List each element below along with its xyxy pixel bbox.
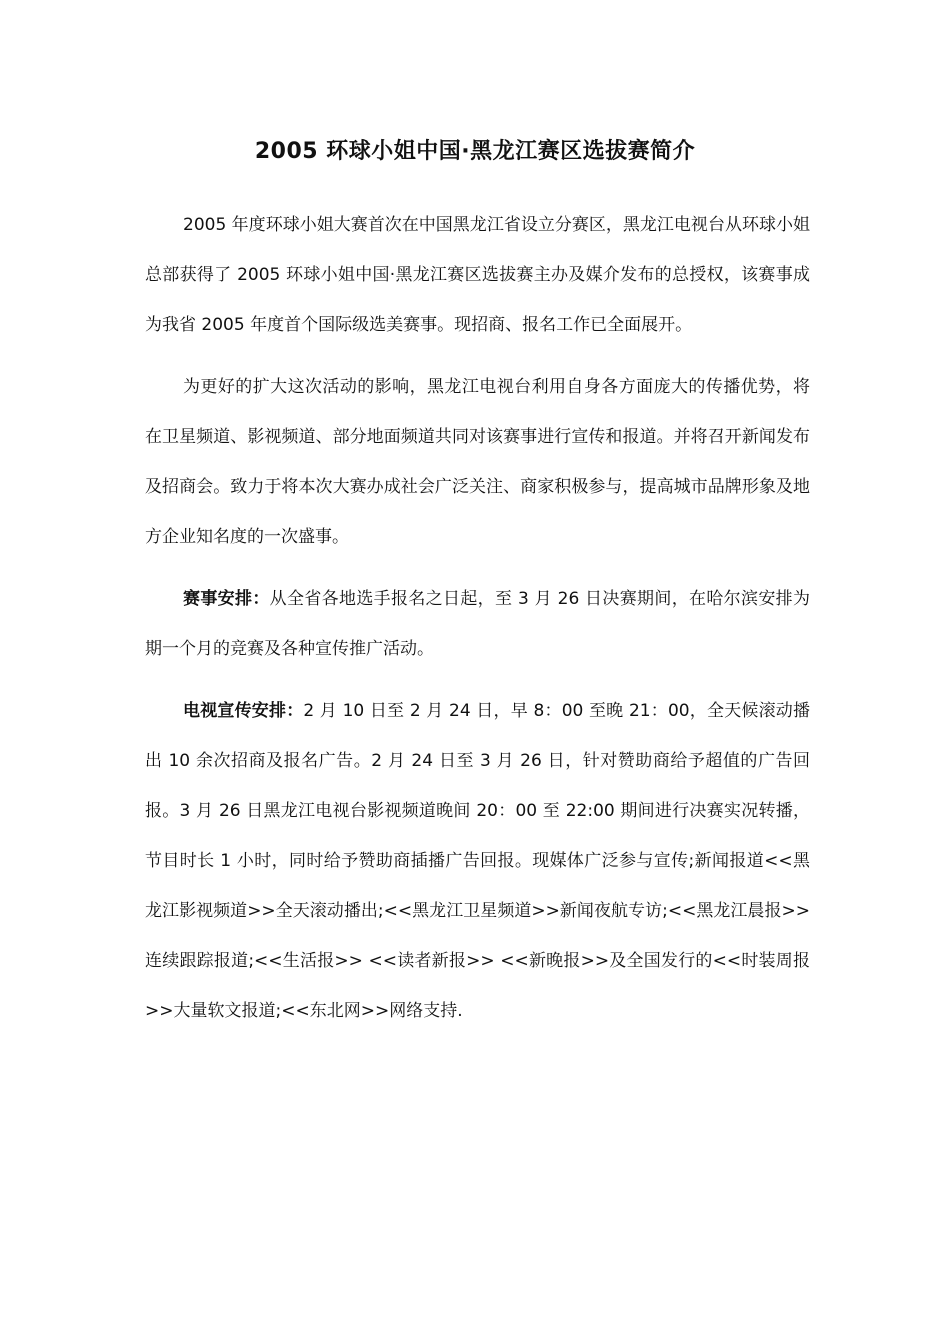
paragraph-text: 2005 年度环球小姐大赛首次在中国黑龙江省设立分赛区，黑龙江电视台从环球小姐总部获得了 2005 环球小姐中国·黑龙江赛区选拔赛主办及媒介发布的总授权，该赛事成为我省 2005 年度首个国际级选美赛事。现招商、报名工作已全面展开。 (145, 215, 810, 335)
paragraph-text: 从全省各地选手报名之日起，至 3 月 26 日决赛期间，在哈尔滨安排为期一个月的竞赛及各种宣传推广活动。 (145, 589, 811, 659)
paragraph-intro (145, 200, 810, 350)
paragraph-schedule (145, 574, 810, 674)
document-title: 2005 环球小姐中国·黑龙江赛区选拔赛简介 (254, 139, 696, 164)
paragraph-promotion (145, 362, 810, 562)
paragraph-lead: 赛事安排： (183, 589, 270, 609)
paragraph-text: 2 月 10 日至 2 月 24 日，早 8：00 至晚 21：00，全天候滚动播出 10 余次招商及报名广告。2 月 24 日至 3 月 26 日，针对赞助商给予超值的广告回报。3 月 26 日黑龙江电视台影视频道晚间 20：00 至 22:00 期间进行决赛实况转播，节目时长 1 小时，同时给予赞助商插播广告回报。现媒体广泛参与宣传;新闻报道<<黑龙江影视频道>>全天滚动播出;<<黑龙江卫星频道>>新闻夜航专访;<<黑龙江晨报>>连续跟踪报道;<<生活报>> <<读者新报>> <<新晚报>>及全国发行的<<时装周报>>大量软文报道;<<东北网>>网络支持. (145, 701, 810, 1021)
document-body (145, 200, 810, 1036)
paragraph-lead: 电视宣传安排： (183, 701, 304, 721)
paragraph-tv-plan (145, 686, 810, 1036)
paragraph-text: 为更好的扩大这次活动的影响，黑龙江电视台利用自身各方面庞大的传播优势，将在卫星频道、影视频道、部分地面频道共同对该赛事进行宣传和报道。并将召开新闻发布及招商会。致力于将本次大赛办成社会广泛关注、商家积极参与，提高城市品牌形象及地方企业知名度的一次盛事。 (145, 377, 810, 547)
